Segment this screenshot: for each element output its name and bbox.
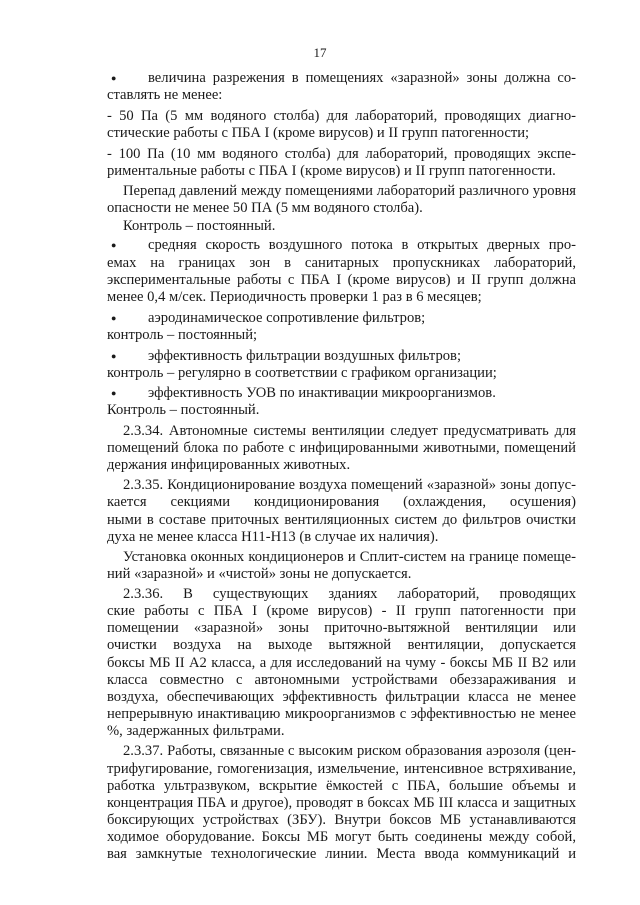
text-line: Перепад давлений между помещениями лабораторий различного уровня <box>123 183 576 200</box>
page-number: 17 <box>313 45 327 60</box>
bullet-icon: ● <box>111 350 117 361</box>
bullet-icon: ● <box>111 387 117 398</box>
text-line: риментальные работы с ПБА I (кроме вирусов) и II групп патогенности. <box>107 163 556 180</box>
text-line: экспериментальные работы с ПБА I (кроме вирусов) и II групп должна <box>107 271 576 288</box>
bullet-icon: ● <box>111 73 117 83</box>
text-line: ными в составе приточных вентиляционных систем до фильтров очистки <box>107 511 576 528</box>
text-line: аэродинамическое сопротивление фильтров; <box>148 309 426 326</box>
text-line: ставлять не менее: <box>107 87 223 104</box>
text-line: боксирующих устройствах (ЗБУ). Внутри боксов МБ устанавливаются <box>107 812 576 829</box>
text-line: 2.3.34. Автономные системы вентиляции следует предусматривать для <box>123 422 576 439</box>
text-line: помещении «заразной» зоны приточно-вытяжной вентиляции или <box>107 620 576 637</box>
text-line: вая замкнутые технологические линии. Места ввода коммуникаций и <box>107 846 576 863</box>
text-line: Контроль – постоянный. <box>107 402 260 419</box>
text-line: контроль – регулярно в соответствии с графиком организации; <box>107 365 497 382</box>
text-line: стические работы с ПБА I (кроме вирусов) и II групп патогенности; <box>107 125 530 142</box>
text-line: воздуха, обеспечивающих эффективность фильтрации класса не менее <box>107 689 576 706</box>
text-line: опасности не менее 50 ПА (5 мм водяного столба). <box>107 200 423 217</box>
text-line: кается секциями кондиционирования (охлаждения, осушения) <box>107 494 576 511</box>
text-line: - 50 Па (5 мм водяного столба) для лабораторий, проводящих диагно- <box>107 108 576 124</box>
text-line: концентрация ПБА и другое), проводят в боксах МБ III класса и защитных <box>107 794 576 811</box>
text-line: держания инфицированных животных. <box>107 457 351 474</box>
text-line: %, задержанных фильтрами. <box>107 723 285 740</box>
text-line: ские работы с ПБА I (кроме вирусов) - II групп патогенности при <box>107 603 576 620</box>
bullet-icon: ● <box>111 240 117 251</box>
text-line: величина разрежения в помещениях «заразной» зоны должна со- <box>148 70 576 86</box>
text-line: очистки воздуха на выходе вытяжной вентиляции, допускается <box>107 637 576 654</box>
text-line: духа не менее класса Н11-Н13 (в случае их наличия). <box>107 528 439 545</box>
text-line: непрерывную инактивацию микроорганизмов с эффективностью не менее <box>107 706 576 723</box>
text-line: помещений блока по работе с инфицированными животными, помещений <box>107 440 576 457</box>
text-line: 2.3.36. В существующих зданиях лабораторий, проводящих <box>123 585 576 602</box>
text-line: работка ультразвуком, вскрытие ёмкостей с ПБА, большие объемы и <box>107 777 576 794</box>
text-line: боксы МБ II А2 класса, а для исследований на чуму - боксы МБ II В2 или <box>107 654 576 671</box>
text-line: 2.3.37. Работы, связанные с высоким риском образования аэрозоля (цен- <box>123 743 576 760</box>
text-line: трифугирование, гомогенизация, измельчение, интенсивное встряхивание, <box>107 760 576 777</box>
text-line: 2.3.35. Кондиционирование воздуха помещений «заразной» зоны допус- <box>123 477 576 494</box>
text-line: эффективность УОВ по инактивации микроорганизмов. <box>148 384 496 401</box>
text-line: Установка оконных кондиционеров и Сплит-систем на границе помеще- <box>123 548 576 565</box>
text-line: Контроль – постоянный. <box>123 218 276 235</box>
text-line: - 100 Па (10 мм водяного столба) для лабораторий, проводящих экспе- <box>107 146 576 163</box>
text-line: контроль – постоянный; <box>107 327 258 344</box>
text-line: эффективность фильтрации воздушных фильтров; <box>148 347 461 364</box>
text-line: ний «заразной» и «чистой» зоны не допускается. <box>107 565 412 582</box>
text-line: емах на границах зон в санитарных пропускниках лабораторий, <box>107 254 576 271</box>
text-line: средняя скорость воздушного потока в открытых дверных про- <box>148 237 576 254</box>
text-line: менее 0,4 м/сек. Периодичность проверки 1 раз в 6 месяцев; <box>107 289 482 305</box>
bullet-icon: ● <box>111 312 117 323</box>
text-line: класса совместно с автономными устройствами обеззараживания и <box>107 671 576 688</box>
text-line: ходимое оборудование. Боксы МБ могут быть соединены между собой, <box>107 829 576 846</box>
